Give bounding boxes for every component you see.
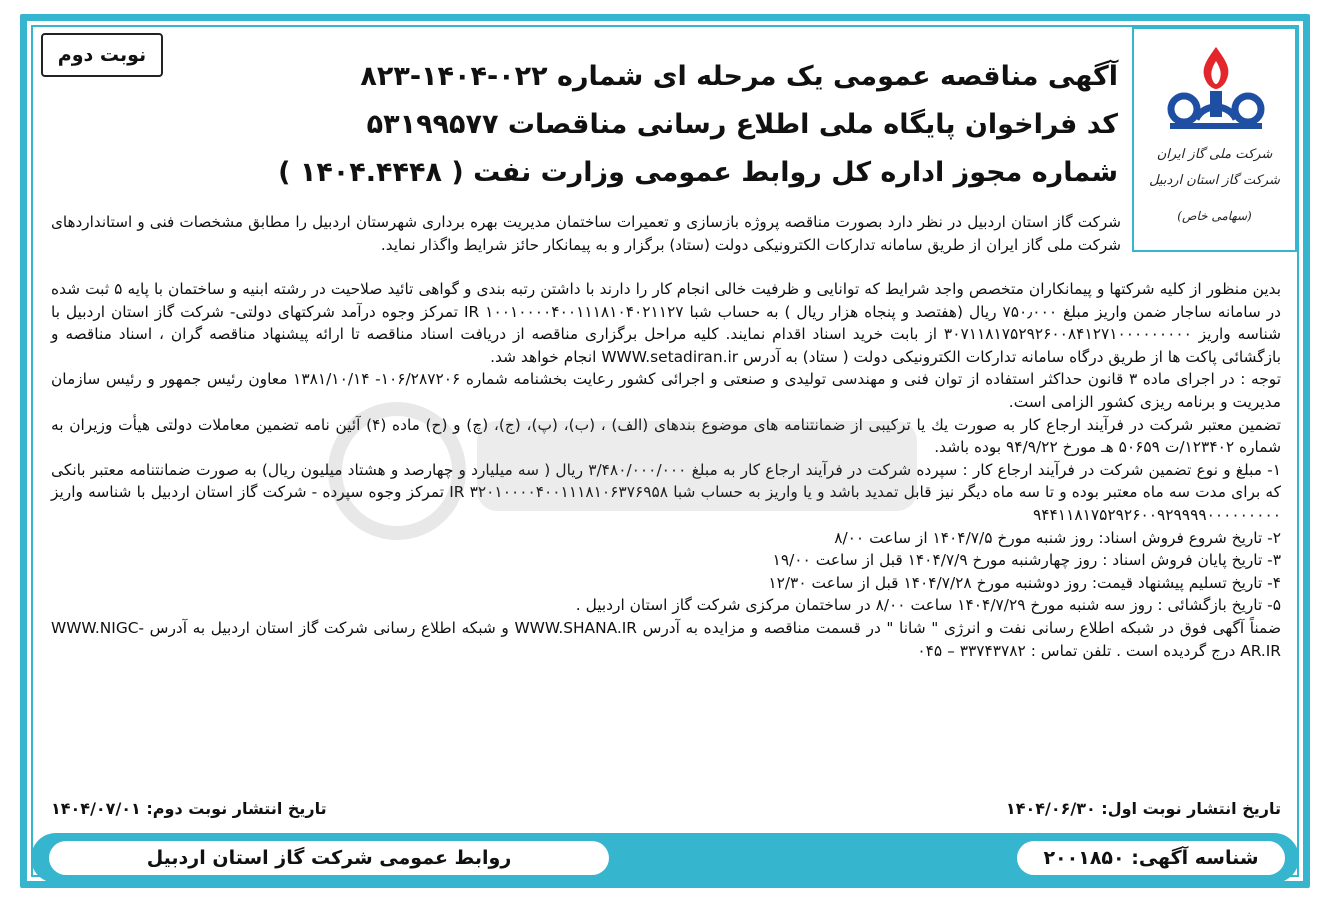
title-tender-number: آگهی مناقصه عمومی یک مرحله ای شماره ۰۲۲-۱۴۰۴-۸۲۳	[360, 61, 1118, 92]
publication-second-date: تاریخ انتشار نوبت دوم: ۱۴۰۴/۰۷/۰۱	[51, 799, 327, 818]
intro-paragraph	[51, 211, 1121, 256]
intro-text: شرکت گاز استان اردبیل در نظر دارد بصورت مناقصه پروژه بازسازی و تعمیرات ساختمان مدیریت بهره برداری شهرستان اردبیل را مطابق مشخصات فنی و استانداردهای شرکت ملی گاز ایران از طریق سامانه تدارکات الکترونیکی دولت (ستاد) برگزار و به پیمانکار حائز شرایط واگذار نماید.	[51, 213, 1121, 254]
footer-bar	[31, 833, 1299, 883]
round-badge: نوبت دوم	[41, 33, 163, 77]
footer-ad-id: شناسه آگهی: ۲۰۰۱۸۵۰	[1017, 841, 1285, 875]
publication-first-date: تاریخ انتشار نوبت اول: ۱۴۰۴/۰۶/۳۰	[1005, 799, 1281, 818]
publication-dates	[51, 799, 1281, 825]
paragraph-note: توجه : در اجرای ماده ۳ قانون حداکثر استفاده از توان فنی و مهندسی تولیدی و صنعتی و اجرائی کشور رعایت بخشنامه شماره ۱۰۶/۲۸۷۲۰۶- ۱۳۸۱/۱۰/۱۴ معاون رئیس جمهور و رئیس سازمان مدیریت و برنامه ریزی کشور الزامی است.	[51, 370, 1282, 411]
footer-publisher: روابط عمومی شرکت گاز استان اردبیل	[49, 841, 609, 875]
logo-caption-nigc: شرکت ملی گاز ایران	[1156, 147, 1273, 162]
title-permit-number: شماره مجوز اداره کل روابط عمومی وزارت نفت ( ۱۴۰۴.۴۴۴۸ )	[278, 157, 1118, 188]
logo-box	[1132, 27, 1297, 252]
item-sale-end: ۳- تاریخ پایان فروش اسناد : روز چهارشنبه مورخ ۱۴۰۴/۷/۹ قبل از ساعت ۱۹/۰۰	[772, 551, 1281, 570]
item-bid-deadline: ۴- تاریخ تسلیم پیشنهاد قیمت: روز دوشنبه مورخ ۱۴۰۴/۷/۲۸ قبل از ساعت ۱۲/۳۰	[768, 573, 1281, 592]
ad-frame	[20, 14, 1310, 888]
item-deposit: ۱- مبلغ و نوع تضمین شرکت در فرآیند ارجاع کار : سپرده شرکت در فرآیند ارجاع کار به مبلغ ۳/۴۸۰/۰۰۰/۰۰۰ ریال ( سه میلیارد و چهارصد و هشتاد میلیون ریال) به صورت ضمانتنامه معتبر بانکی که برای مدت سه ماه معتبر بوده و تا سه ماه دیگر نیز قابل تمدید باشد و یا واریز به حساب شبا IR ۳۲۰۱۰۰۰۰۴۰۰۱۱۱۸۱۰۶۳۷۶۹۵۸ تمرکز وجوه سپرده - شرکت گاز استان اردبیل با شناسه واریز ۹۴۴۱۱۸۱۷۵۲۹۲۶۰۰۹۲۹۹۹۹۰۰۰۰۰۰۰۰۰	[51, 460, 1281, 524]
nigc-logo-icon	[1166, 43, 1266, 135]
item-opening: ۵- تاریخ بازگشائی : روز سه شنبه مورخ ۱۴۰۴/۷/۲۹ ساعت ۸/۰۰ در ساختمان مرکزی شرکت گاز استان اردبیل .	[575, 596, 1281, 615]
paragraph-contact: ضمناً آگهی فوق در شبکه اطلاع رسانی نفت و انرژی " شانا " در قسمت مناقصه و مزایده به آدرس WWW.SHANA.IR و شبکه اطلاع رسانی شرکت گاز استان اردبیل به آدرس WWW.NIGC-AR.IR درج گردیده است . تلفن تماس : ۳۳۷۴۳۷۸۲ – ۰۴۵	[51, 618, 1282, 660]
logo-caption-ardabil: شرکت گاز استان اردبیل	[1149, 173, 1280, 188]
logo-caption-type: (سهامی خاص)	[1177, 209, 1252, 223]
title-call-code: کد فراخوان پایگاه ملی اطلاع رسانی مناقصات ۵۳۱۹۹۵۷۷	[366, 109, 1118, 140]
paragraph-eligibility: بدین منظور از کلیه شرکتها و پیمانکاران متخصص واجد شرایط که توانایی و ظرفیت خالی انجام کار را دارند با داشتن رتبه بندی و گواهی تائید صلاحیت در رشته ابنیه و ساختمان با پایه ۵ ثبت شده در سامانه ساجار ضمن واریز مبلغ ۷۵۰٫۰۰۰ ریال (هفتصد و پنجاه هزار ریال ) به حساب شبا IR ۱۰۰۱۰۰۰۰۴۰۰۱۱۱۸۱۰۴۰۲۱۱۲۷ تمرکز وجوه درآمد شرکتهای دولتی- شرکت گاز استان اردبیل با شناسه واریز ۳۰۷۱۱۸۱۷۵۲۹۲۶۰۰۸۴۱۲۷۱۰۰۰۰۰۰۰۰۰ از بابت خرید اسناد اقدام نمایند. کلیه مراحل برگزاری مناقصه از دریافت اسناد مناقصه تا ارائه پیشنهاد مناقصه گران ، اسناد مناقصه و بازگشائی پاکت ها از طریق درگاه سامانه تدارکات الکترونیکی دولت ( ستاد) به آدرس WWW.setadiran.ir انجام خواهد شد.	[51, 280, 1282, 366]
ad-body	[51, 278, 1281, 662]
paragraph-guarantee: تضمین معتبر شرکت در فرآیند ارجاع کار به صورت یك یا ترکیبی از ضمانتنامه های موضوع بندهای (الف) ، (ب)، (پ)، (ج)، (چ) و (ح) ماده (۴) آئین نامه تضمین معاملات دولتی هیأت وزیران به شماره ۱۲۳۴۰۲/ت ۵۰۶۵۹ هـ مورخ ۹۴/۹/۲۲ بوده باشد.	[51, 415, 1281, 457]
item-sale-start: ۲- تاریخ شروع فروش اسناد: روز شنبه مورخ ۱۴۰۴/۷/۵ از ساعت ۸/۰۰	[834, 528, 1281, 547]
